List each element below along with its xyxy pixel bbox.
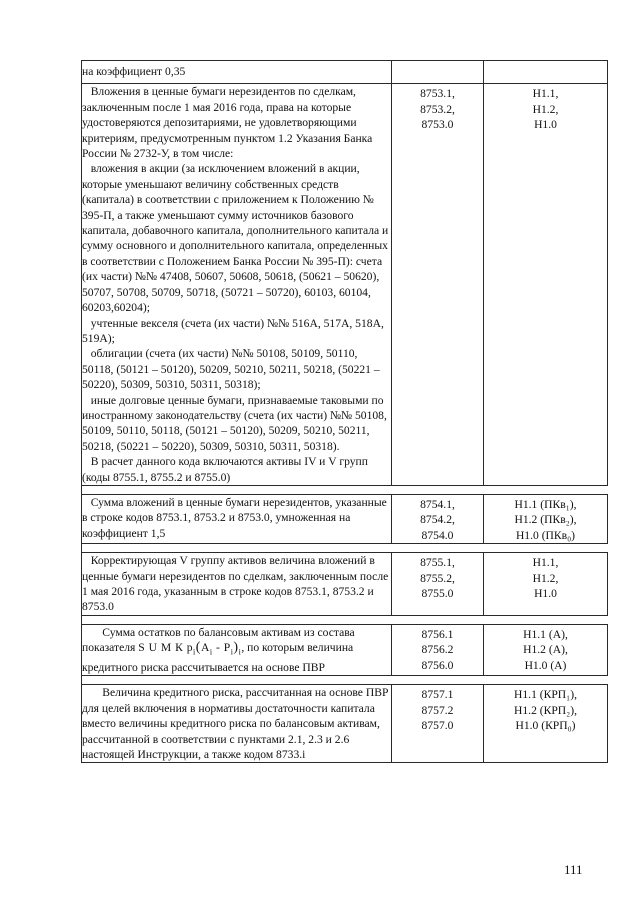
row-codes: 8756.1 8756.2 8756.0: [421, 627, 454, 672]
row-norms: Н1.1, Н1.2, Н1.0: [532, 556, 559, 600]
description-cell: [82, 553, 392, 616]
norm-cell: [484, 61, 608, 84]
sum-formula: S U M К $р_i(A_i - P_i)_i$: [138, 640, 242, 657]
formula-k: К р: [175, 641, 194, 655]
row-text-before: Сумма остатков по балансовым активам из состава показателя: [82, 625, 355, 655]
description-cell: [82, 624, 392, 676]
row-separator: [82, 544, 608, 553]
formula-minus: -: [212, 641, 224, 655]
row-text-after: , по которым величина кредитного риска рассчитывается на основе ПВР: [82, 641, 354, 674]
formula-a: A: [200, 641, 210, 655]
description-cell: [82, 685, 392, 763]
row-norms: [484, 61, 607, 63]
row-text: Вложения в ценные бумаги нерезидентов по сделкам, заключенным после 1 мая 2016 года, права на которые удостоверяются депозитариями, не удовлетворяющими критериям, предусмотренным пунктом 1.2 Указания Банка России № 2732-У, в том числе: вложения в акции (за исключением вложений в акции, которые уменьшают величину собственных средств (капитала) в соответствии с приложением к Положению № 395-П, а также уменьшают сумму источников базового капитала, добавочного капитала, дополнительного капитала и сумму основного и дополнительного капитала, определенных в соответствии с Положением Банка России № 395-П): счета (их части) №№ 47408, 50607, 50608, 50618, (50621 – 50620), 50707, 50708, 50709, 50718, (50721 – 50720), 60103, 60104, 60203,60204); учтенные векселя (счета (их части) №№ 516А, 517А, 518А, 519А); облигации (счета (их части) №№ 50108, 50109, 50110, 50118, (50121 – 50120), 50209, 50210, 50211, 50218, (50221 – 50220), 50309, 50310, 50311, 50318); иные долговые ценные бумаги, признаваемые таковыми по иностранному законодательству (счета (их части) №№ 50108, 50109, 50110, 50118, (50121 – 50120), 50209, 50210, 50211, 50218, (50221 – 50220), 50309, 50310, 50311, 50318). В расчет данного кода включаются активы IV и V групп (коды 8755.1, 8755.2 и 8755.0): [82, 85, 389, 484]
row-norms: Н1.1, Н1.2, Н1.0: [532, 87, 559, 132]
code-cell: [392, 84, 484, 486]
row-text: Корректирующая V группу активов величина вложений в ценные бумаги нерезидентов по сделкам, заключенным после 1 мая 2016 года, указанным в строке кодов 8753.1, 8753.2 и 8753.0: [82, 554, 389, 614]
formula-index: i: [193, 647, 196, 657]
code-cell: [392, 624, 484, 676]
formula-index: i: [230, 647, 234, 657]
description-cell: [82, 84, 392, 486]
row-codes: [392, 61, 483, 63]
table-row: [82, 494, 608, 543]
row-codes: 8753.1, 8753.2, 8753.0: [420, 87, 455, 132]
description-cell: [82, 61, 392, 84]
row-text: Величина кредитного риска, рассчитанная на основе ПВР для целей включения в нормативы достаточности капитала вместо величины кредитного риска по балансовым активам, рассчитанной в соответствии с пунктами 2.1, 2.3 и 2.6 настоящей Инструкции, а также кодом 8733.i: [82, 686, 389, 761]
row-norms: Н1.1 (А), Н1.2 (А), Н1.0 (А): [523, 627, 568, 672]
code-cell: [392, 494, 484, 543]
norm-cell: [484, 553, 608, 616]
formula-index: i: [238, 647, 242, 657]
table-row: [82, 84, 608, 486]
row-norms: Н1.1 (ПКв₁), Н1.2 (ПКв₂), Н1.0 (ПКв₀): [514, 497, 577, 542]
code-cell: [392, 553, 484, 616]
table-row: [82, 624, 608, 676]
formula-p: P: [223, 641, 231, 655]
table-row: [82, 553, 608, 616]
row-norms: Н1.1 (КРП₁), Н1.2 (КРП₂), Н1.0 (КРП₀): [514, 688, 577, 733]
row-codes: 8757.1 8757.2 8757.0: [421, 688, 454, 733]
row-text: [82, 625, 391, 676]
code-cell: [392, 685, 484, 763]
table-row: [82, 685, 608, 763]
description-cell: [82, 494, 392, 543]
norm-cell: [484, 624, 608, 676]
row-text: Сумма вложений в ценные бумаги нерезидентов, указанные в строке кодов 8753.1, 8753.2 и 8753.0, умноженная на коэффициент 1,5: [82, 495, 387, 540]
row-separator: [82, 676, 608, 685]
formula-index: i: [209, 647, 213, 657]
row-separator: [82, 485, 608, 494]
row-codes: 8754.1, 8754.2, 8754.0: [420, 497, 455, 542]
codes-table: [81, 60, 608, 763]
page-number: 111: [564, 862, 583, 877]
row-separator: [82, 615, 608, 624]
norm-cell: [484, 84, 608, 486]
row-text: на коэффициент 0,35: [82, 65, 186, 78]
row-codes: 8755.1, 8755.2, 8755.0: [420, 556, 455, 600]
code-cell: [392, 61, 484, 84]
formula-sum: S U M: [138, 641, 172, 655]
norm-cell: [484, 685, 608, 763]
norm-cell: [484, 494, 608, 543]
table-row: [82, 61, 608, 84]
